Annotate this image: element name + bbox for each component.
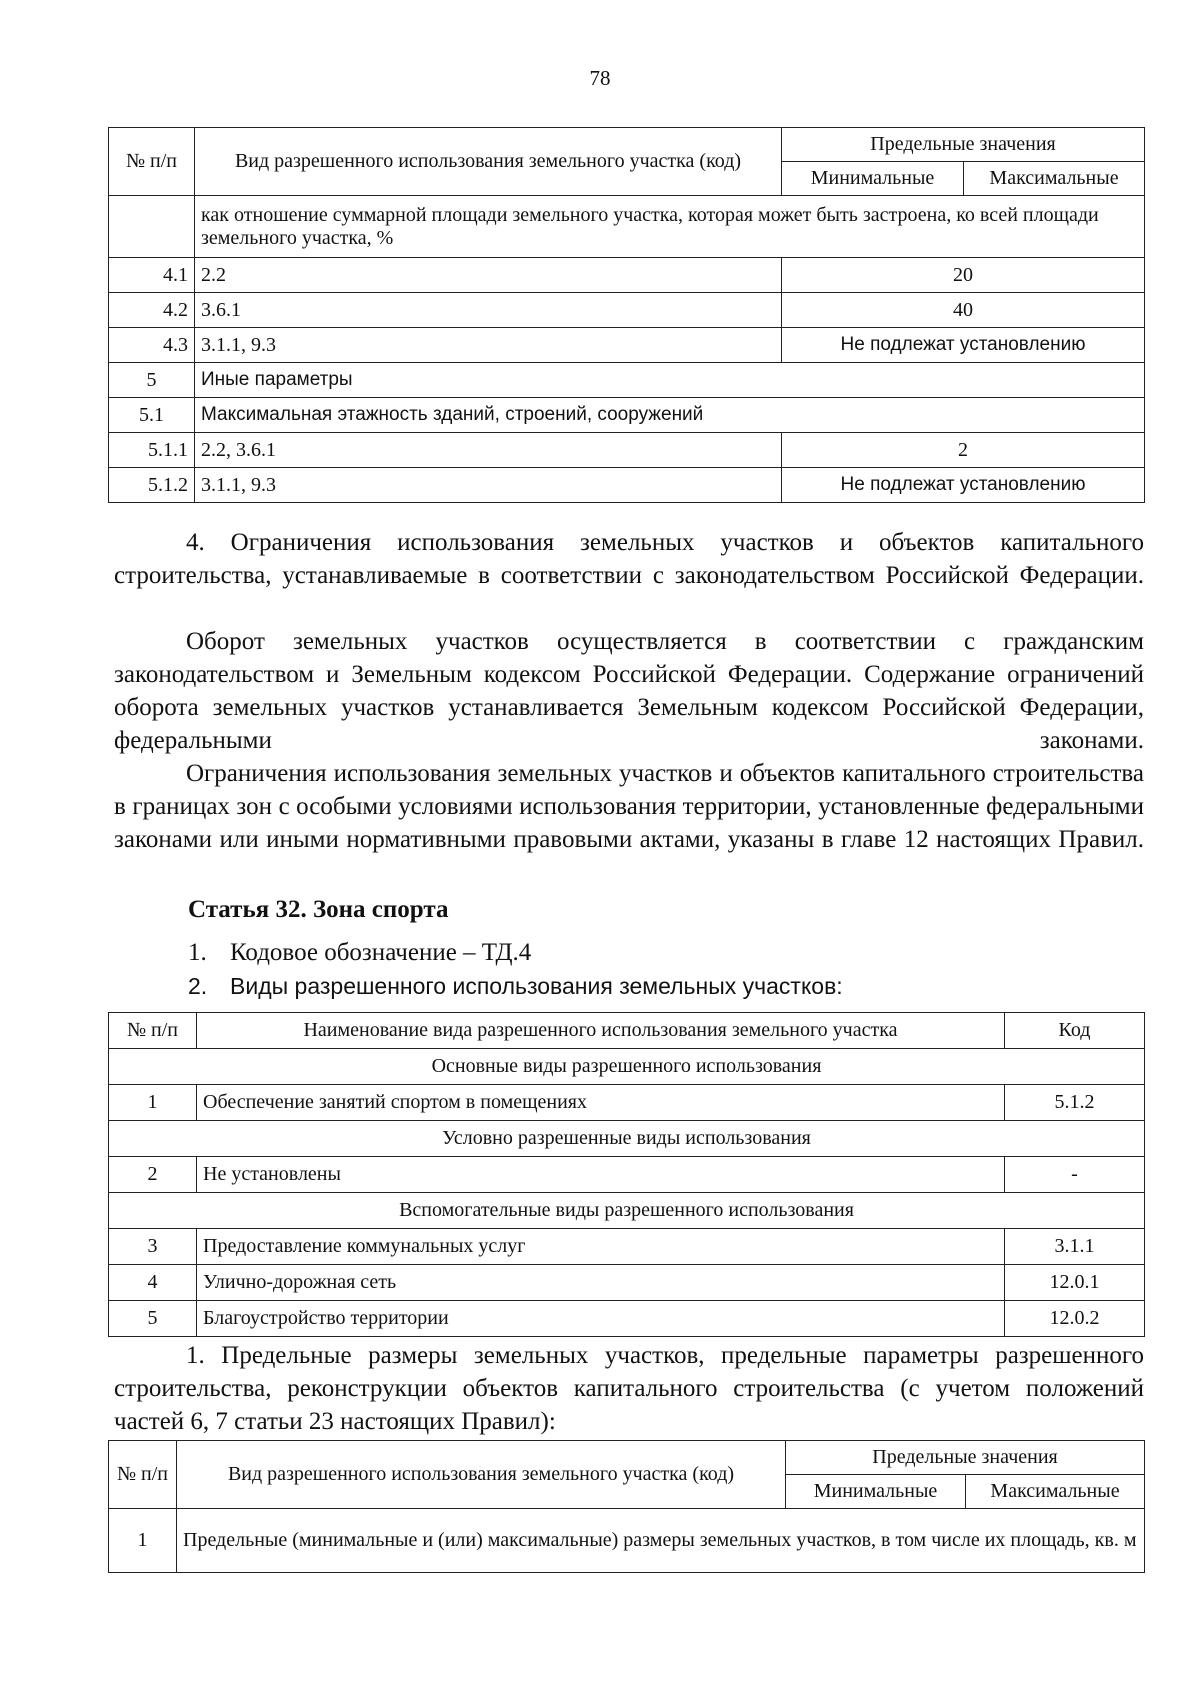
section-title: Условно разрешенные виды использования: [109, 1121, 1145, 1157]
row-label: Иные параметры: [195, 363, 1145, 398]
header-min: Минимальные: [782, 162, 964, 196]
row-name: Благоустройство территории: [197, 1301, 1005, 1337]
row-num: 5: [109, 1301, 197, 1337]
row-code: 12.0.2: [1005, 1301, 1145, 1337]
row-num: 4.1: [109, 258, 195, 293]
row-code: 3.1.1: [1005, 1229, 1145, 1265]
header-code: Код: [1005, 1013, 1145, 1049]
row-num: 2: [109, 1157, 197, 1193]
row-num: 5.1: [109, 398, 195, 433]
row-value: 2: [782, 433, 1145, 468]
row-code: 2.2: [195, 258, 782, 293]
row-num: 1: [109, 1509, 177, 1573]
row-code: -: [1005, 1157, 1145, 1193]
row-num: 5.1.1: [109, 433, 195, 468]
header-use-type: Вид разрешенного использования земельного участка (код): [195, 128, 782, 196]
header-max: Максимальные: [964, 162, 1145, 196]
row-value: Не подлежат установлению: [782, 468, 1145, 503]
paragraph-special-zones: Ограничения использования земельных участков и объектов капитального строительства в границах зон с особыми условиями использования территории, установленные федеральными законами или иными нормативными правовыми актами, указаны в главе 12 настоящих Правил.: [114, 760, 1144, 853]
page-number: 78: [589, 66, 611, 90]
row-num: 4: [109, 1265, 197, 1301]
paragraph-land-turnover: Оборот земельных участков осуществляется в соответствии с гражданским законодательством и Земельным кодексом Российской Федерации. Содержание ограничений оборота земельных участков устанавливается Земельным кодексом Российской Федерации, федеральными законами.: [114, 628, 1144, 754]
header-limit-values: Предельные значения: [786, 1441, 1145, 1475]
row-code: 3.6.1: [195, 293, 782, 328]
limits-table-continued: [108, 127, 1145, 503]
row-code: 3.1.1, 9.3: [195, 328, 782, 363]
row-code: 12.0.1: [1005, 1265, 1145, 1301]
row-num: 3: [109, 1229, 197, 1265]
row-num: 5.1.2: [109, 468, 195, 503]
article-title: Статья 32. Зона спорта: [188, 896, 449, 923]
header-min: Минимальные: [786, 1475, 966, 1509]
row-name: Предоставление коммунальных услуг: [197, 1229, 1005, 1265]
row-value: Не подлежат установлению: [782, 328, 1145, 363]
row-num: 4.2: [109, 293, 195, 328]
row-value: 20: [782, 258, 1145, 293]
section-title: Вспомогательные виды разрешенного использования: [109, 1193, 1145, 1229]
row-value: 40: [782, 293, 1145, 328]
row-code: 3.1.1, 9.3: [195, 468, 782, 503]
paragraph-limit-sizes: 1. Предельные размеры земельных участков, предельные параметры разрешенного строительства, реконструкции объектов капитального строительства (с учетом положений частей 6, 7 статьи 23 настоящих Правил):: [114, 1342, 1144, 1435]
list-item-code: [188, 936, 531, 969]
header-num: № п/п: [109, 1441, 177, 1509]
header-max: Максимальные: [966, 1475, 1145, 1509]
use-types-table: [108, 1012, 1145, 1337]
list-item-number: 1.: [188, 939, 207, 966]
row-code: 5.1.2: [1005, 1085, 1145, 1121]
row-name: Улично-дорожная сеть: [197, 1265, 1005, 1301]
header-num: № п/п: [109, 128, 195, 196]
row-num: 1: [109, 1085, 197, 1121]
row-num: [109, 196, 195, 258]
header-use-type: Вид разрешенного использования земельного участка (код): [177, 1441, 786, 1509]
header-name: Наименование вида разрешенного использования земельного участка: [197, 1013, 1005, 1049]
header-num: № п/п: [109, 1013, 197, 1049]
list-item-text: Кодовое обозначение – ТД.4: [230, 939, 532, 966]
row-name: Обеспечение занятий спортом в помещениях: [197, 1085, 1005, 1121]
header-limit-values: Предельные значения: [782, 128, 1145, 162]
limits-table-sport-zone: [108, 1440, 1145, 1573]
list-item-text: Виды разрешенного использования земельных участков:: [230, 973, 843, 999]
row-code: 2.2, 3.6.1: [195, 433, 782, 468]
row-name: Не установлены: [197, 1157, 1005, 1193]
list-item-number: 2.: [188, 973, 208, 999]
row-label: Максимальная этажность зданий, строений, сооружений: [195, 398, 1145, 433]
row-label: Предельные (минимальные и (или) максимальные) размеры земельных участков, в том числе их площадь, кв. м: [177, 1509, 1145, 1573]
row-num: 5: [109, 363, 195, 398]
paragraph-restrictions: 4. Ограничения использования земельных участков и объектов капитального строительства, устанавливаемые в соответствии с законодательством Российской Федерации.: [114, 529, 1144, 589]
row-label: как отношение суммарной площади земельного участка, которая может быть застроена, ко всей площади земельного участка, %: [195, 196, 1145, 258]
row-num: 4.3: [109, 328, 195, 363]
list-item-use-types: [188, 970, 843, 1003]
section-title: Основные виды разрешенного использования: [109, 1049, 1145, 1085]
